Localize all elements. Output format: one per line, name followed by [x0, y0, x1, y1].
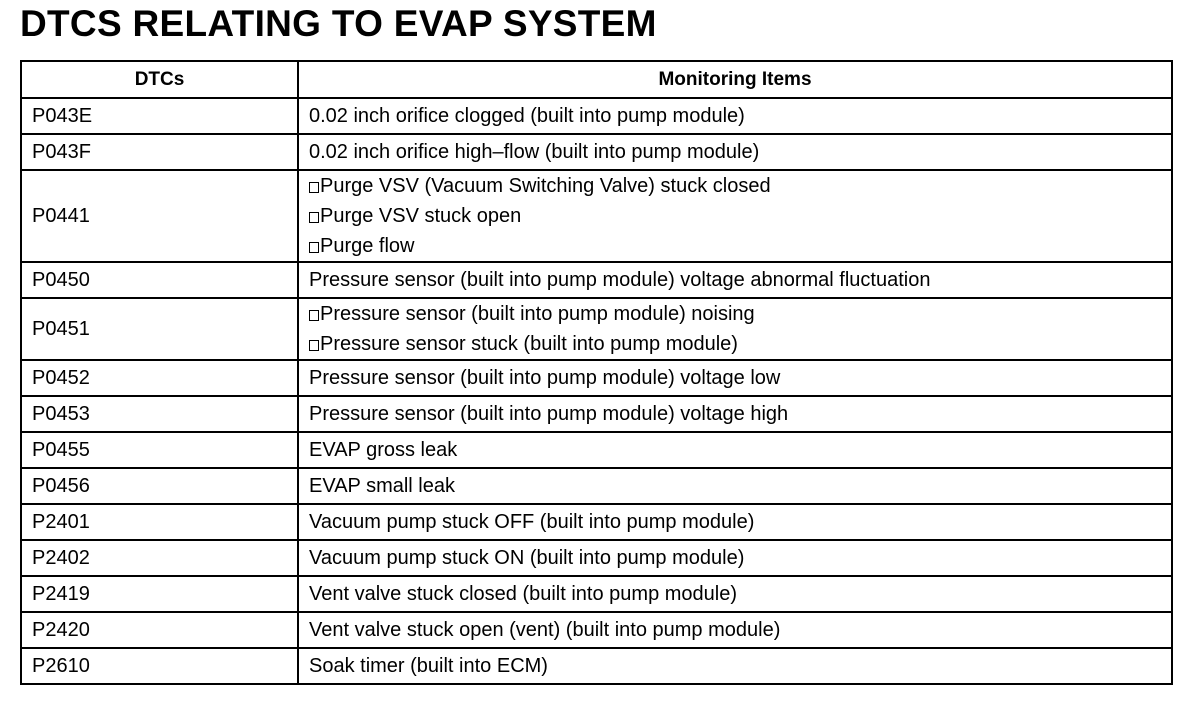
- dtc-code: P2401: [21, 504, 298, 540]
- dtc-code: P0441: [21, 170, 298, 262]
- table-header: [21, 61, 1172, 98]
- monitoring-item: [309, 171, 1161, 201]
- monitoring-items-cell: [298, 468, 1172, 504]
- monitoring-item-text: Pressure sensor (built into pump module) voltage abnormal fluctuation: [309, 269, 931, 291]
- dtc-code: P043E: [21, 98, 298, 134]
- monitoring-item-text: 0.02 inch orifice high–flow (built into pump module): [309, 141, 760, 163]
- monitoring-item-text: Pressure sensor stuck (built into pump module): [320, 333, 738, 355]
- monitoring-item: [309, 265, 1161, 295]
- table-row: [21, 540, 1172, 576]
- monitoring-items-cell: [298, 504, 1172, 540]
- monitoring-item-text: Purge VSV (Vacuum Switching Valve) stuck closed: [320, 175, 771, 197]
- monitoring-item: [309, 231, 1161, 261]
- monitoring-item: [309, 543, 1161, 573]
- checkbox-bullet-icon: [309, 310, 319, 321]
- monitoring-items-cell: [298, 432, 1172, 468]
- monitoring-item-text: Vacuum pump stuck ON (built into pump module): [309, 547, 745, 569]
- monitoring-items-cell: [298, 612, 1172, 648]
- dtc-code: P0456: [21, 468, 298, 504]
- dtc-code: P0452: [21, 360, 298, 396]
- header-row: [21, 61, 1172, 98]
- checkbox-bullet-icon: [309, 182, 319, 193]
- monitoring-item: [309, 651, 1161, 681]
- dtc-table: [20, 60, 1173, 685]
- monitoring-item: [309, 399, 1161, 429]
- monitoring-item: [309, 507, 1161, 537]
- monitoring-item: [309, 435, 1161, 465]
- monitoring-items-cell: [298, 576, 1172, 612]
- monitoring-item: [309, 615, 1161, 645]
- monitoring-item: [309, 101, 1161, 131]
- monitoring-items-cell: [298, 98, 1172, 134]
- table-body: [21, 98, 1172, 684]
- checkbox-bullet-icon: [309, 340, 319, 351]
- monitoring-item: [309, 363, 1161, 393]
- dtc-code: P0451: [21, 298, 298, 360]
- monitoring-item: [309, 329, 1161, 359]
- dtc-code: P2610: [21, 648, 298, 684]
- monitoring-item-text: Vent valve stuck closed (built into pump module): [309, 583, 737, 605]
- monitoring-item: [309, 579, 1161, 609]
- monitoring-item-text: Pressure sensor (built into pump module) voltage low: [309, 367, 781, 389]
- table-row: [21, 432, 1172, 468]
- monitoring-item: [309, 137, 1161, 167]
- monitoring-items-cell: [298, 134, 1172, 170]
- checkbox-bullet-icon: [309, 242, 319, 253]
- dtc-code: P0453: [21, 396, 298, 432]
- monitoring-items-cell: [298, 170, 1172, 262]
- table-row: [21, 648, 1172, 684]
- header-monitoring-items: Monitoring Items: [298, 61, 1172, 98]
- dtc-code: P2402: [21, 540, 298, 576]
- checkbox-bullet-icon: [309, 212, 319, 223]
- monitoring-item-text: EVAP gross leak: [309, 439, 458, 461]
- header-dtcs: DTCs: [21, 61, 298, 98]
- dtc-code: P0450: [21, 262, 298, 298]
- table-row: [21, 360, 1172, 396]
- monitoring-items-cell: [298, 396, 1172, 432]
- dtc-code: P0455: [21, 432, 298, 468]
- table-row: [21, 396, 1172, 432]
- monitoring-items-cell: [298, 262, 1172, 298]
- monitoring-item-text: Purge flow: [320, 235, 415, 257]
- page-title: DTCS RELATING TO EVAP SYSTEM: [20, 3, 657, 44]
- monitoring-item-text: Soak timer (built into ECM): [309, 655, 548, 677]
- monitoring-items-cell: [298, 540, 1172, 576]
- table-row: [21, 262, 1172, 298]
- monitoring-item-text: 0.02 inch orifice clogged (built into pump module): [309, 105, 745, 127]
- dtc-code: P2419: [21, 576, 298, 612]
- monitoring-item-text: Vacuum pump stuck OFF (built into pump module): [309, 511, 755, 533]
- monitoring-item: [309, 471, 1161, 501]
- dtc-code: P043F: [21, 134, 298, 170]
- table-row: [21, 170, 1172, 262]
- table-row: [21, 612, 1172, 648]
- monitoring-items-cell: [298, 360, 1172, 396]
- monitoring-item-text: Pressure sensor (built into pump module) noising: [320, 303, 755, 325]
- monitoring-item-text: Purge VSV stuck open: [320, 205, 522, 227]
- table-row: [21, 504, 1172, 540]
- monitoring-items-cell: [298, 298, 1172, 360]
- monitoring-item-text: Pressure sensor (built into pump module) voltage high: [309, 403, 789, 425]
- monitoring-item: [309, 299, 1161, 329]
- monitoring-items-cell: [298, 648, 1172, 684]
- table-row: [21, 468, 1172, 504]
- table-row: [21, 98, 1172, 134]
- monitoring-item-text: Vent valve stuck open (vent) (built into pump module): [309, 619, 781, 641]
- table-row: [21, 134, 1172, 170]
- table-row: [21, 298, 1172, 360]
- monitoring-item-text: EVAP small leak: [309, 475, 455, 497]
- dtc-code: P2420: [21, 612, 298, 648]
- monitoring-item: [309, 201, 1161, 231]
- table-row: [21, 576, 1172, 612]
